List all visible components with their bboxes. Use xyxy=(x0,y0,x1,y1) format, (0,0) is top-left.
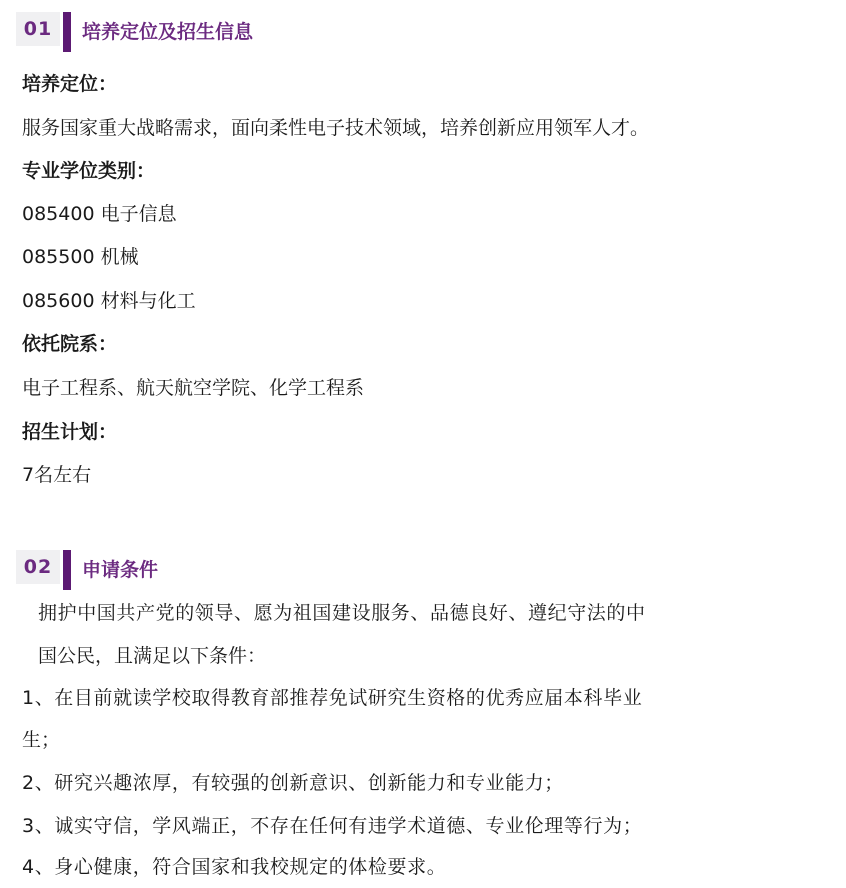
plan-label: 招生计划： xyxy=(22,421,118,443)
condition-item: 2、研究兴趣浓厚，有较强的创新意识、创新能力和专业能力； xyxy=(22,772,564,794)
intro-line: 国公民，且满足以下条件： xyxy=(38,645,267,667)
department-label: 依托院系： xyxy=(22,333,118,355)
positioning-label: 培养定位： xyxy=(22,73,118,95)
section-title: 申请条件 xyxy=(82,559,159,581)
degree-item: 085500 机械 xyxy=(22,246,139,268)
section-number: 02 xyxy=(16,550,60,584)
section-number: 01 xyxy=(16,12,60,46)
positioning-text: 服务国家重大战略需求，面向柔性电子技术领域，培养创新应用领军人才。 xyxy=(22,117,650,139)
section-accent-bar xyxy=(63,12,71,52)
intro-line: 拥护中国共产党的领导、愿为祖国建设服务、品德良好、遵纪守法的中 xyxy=(38,602,646,624)
condition-item-continued: 生； xyxy=(22,729,61,751)
department-text: 电子工程系、航天航空学院、化学工程系 xyxy=(22,377,365,399)
plan-text: 7名左右 xyxy=(22,464,92,486)
degree-item: 085600 材料与化工 xyxy=(22,290,196,312)
condition-item: 4、身心健康，符合国家和我校规定的体检要求。 xyxy=(22,856,447,878)
degree-label: 专业学位类别： xyxy=(22,160,156,182)
section-accent-bar xyxy=(63,550,71,590)
degree-item: 085400 电子信息 xyxy=(22,203,177,225)
condition-item: 3、诚实守信，学风端正，不存在任何有违学术道德、专业伦理等行为； xyxy=(22,815,643,837)
condition-item: 1、在目前就读学校取得教育部推荐免试研究生资格的优秀应届本科毕业 xyxy=(22,687,643,709)
section-title: 培养定位及招生信息 xyxy=(82,21,254,43)
